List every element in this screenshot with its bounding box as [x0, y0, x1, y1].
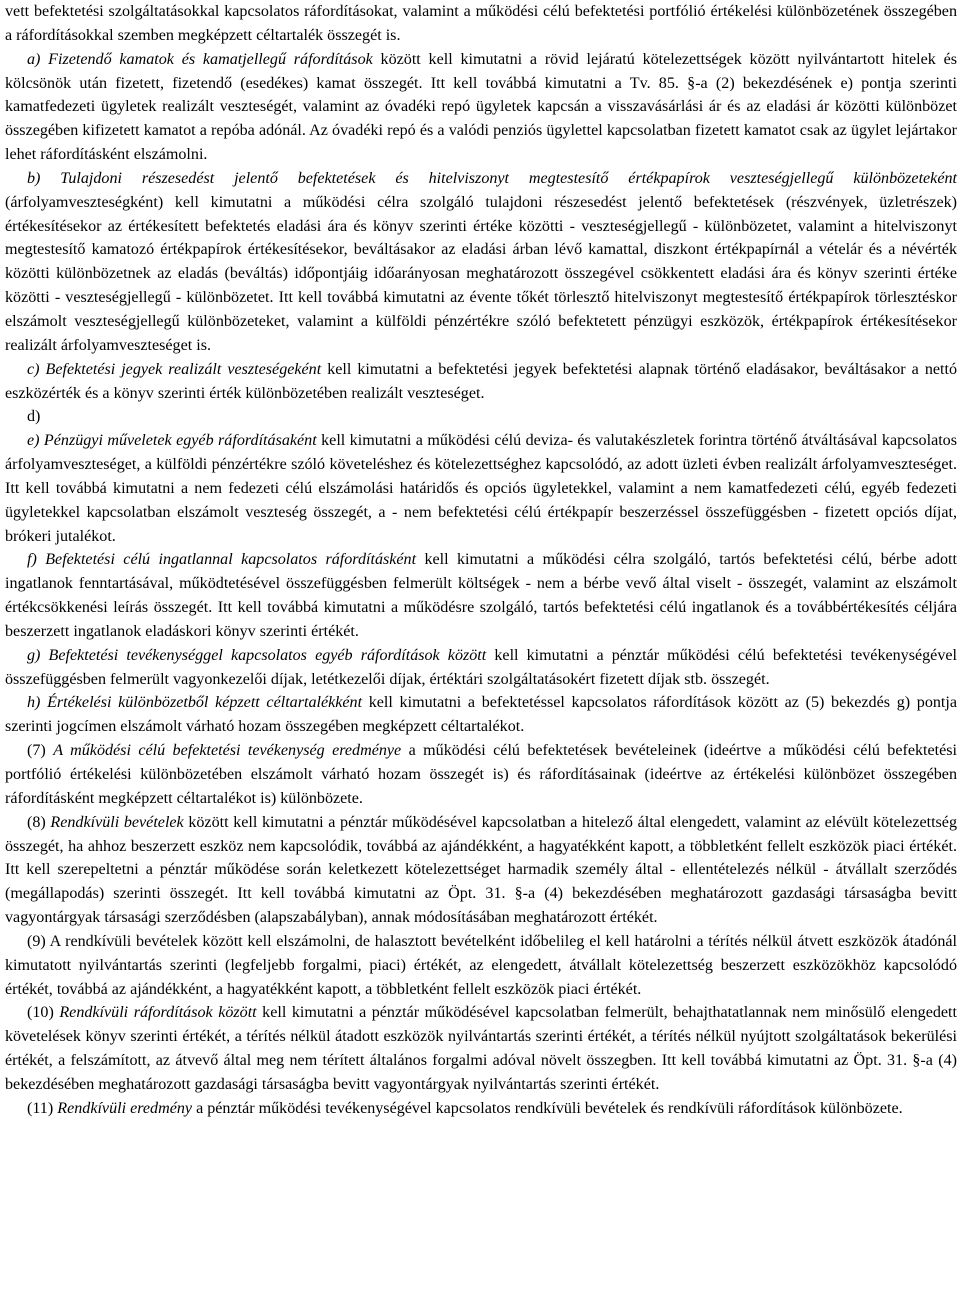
paragraph [5, 691, 957, 739]
italic-term: g) Befektetési tevékenységgel kapcsolatos egyéb ráfordítások között [27, 646, 487, 664]
italic-term: a) Fizetendő kamatok és kamatjellegű ráfordítások [27, 50, 373, 68]
paragraph-text: kell kimutatni a pénztár működésével kapcsolatban felmerült, behajthatatlannak nem minősülő elengedett követelések könyv szerinti értékét, a térítés nélkül átadott eszközök nyilvántartás szerinti értékét, a térítés nélkül nyújtott szolgáltatások bekerülési értékét, a felszámított, az átvevő által meg nem térített általános forgalmi adóval növelt összegben. Itt kell továbbá kimutatni az Öpt. 31. §-a (4) bekezdésében meghatározott gazdasági társaságba bevitt vagyontárgyak nyilvántartás szerinti értékét. [5, 1004, 957, 1093]
paragraph [5, 405, 957, 429]
italic-term: e) Pénzügyi műveletek egyéb ráfordításaként [27, 432, 317, 450]
paragraph [5, 930, 957, 1002]
paragraph-text: kell kimutatni a működési célú deviza- és valutakészletek forintra történő átváltásával kapcsolatos árfolyamveszteséget, a külföldi pénzértékre szóló követeléshez és kötelezettséghez kapcsolódó, az adott üzleti évben realizált árfolyamveszteséget. Itt kell továbbá kimutatni a nem fedezeti célú elszámolási határidős és opciós ügyletekkel, valamint a nem kamatfedezeti célú, egyéb fedezeti ügyletekkel kapcsolatban elszámolt veszteség összegét, a - nem befektetési célú értékpapír beszerzéssel összefüggésben - fizetett opciós díjat, brókeri jutalékot. [5, 432, 957, 545]
paragraph [5, 1097, 957, 1121]
paragraph [5, 811, 957, 930]
italic-term: h) Értékelési különbözetből képzett céltartalékként [27, 694, 363, 712]
italic-term: b) Tulajdoni részesedést jelentő befektetések és hitelviszonyt megtestesítő értékpapírok veszteségjellegű különbözeteként [27, 169, 957, 187]
paragraph [5, 358, 957, 406]
paragraph-text: d) [27, 408, 41, 426]
paragraph-text: kell kimutatni a működési célra szolgáló, tartós befektetési célú, bérbe adott ingatlanok fenntartásával, működtetésével összefüggésben felmerült költségek - nem a bérbe vevő által viselt - összegét, valamint az elszámolt értékcsökkenési leírás összegét. Itt kell továbbá kimutatni a működésre szolgáló, tartós befektetési célú ingatlanok és a továbbértékesítés céljára beszerzett ingatlanok eladáskori könyv szerinti értékét. [5, 551, 958, 640]
paragraph-text: (7) [27, 742, 54, 760]
paragraph [5, 167, 957, 358]
paragraph-text: (9) A rendkívüli bevételek között kell elszámolni, de halasztott bevételként időbelileg el kell határolni a térítés nélkül átvett eszközök átadónál kimutatott nyilvántartás szerinti (legfeljebb forgalmi, piaci) értékét, az elengedett, átvállalt kötelezettség beszerzett eszközökhöz kapcsolódó értékét, továbbá az ajándékként, a hagyatékként kapott, a többletként fellelt eszközök piaci értékét. [5, 932, 957, 998]
italic-term: A működési célú befektetési tevékenység eredménye [53, 742, 402, 760]
italic-term: Rendkívüli ráfordítások között [59, 1004, 257, 1022]
paragraph-text: kell kimutatni a befektetési jegyek befektetési alapnak történő eladásakor, beváltásakor a nettó eszközérték és a könyv szerinti érték különbözetében realizált veszteséget. [5, 360, 958, 402]
paragraph-text: között kell kimutatni a pénztár működésével kapcsolatban a hitelező által elengedett, valamint az elévült kötelezettség összegét, ha ahhoz beszerzett eszköz nem kapcsolódik, továbbá az ajándékként, a hagyatékként kapott, a többletként fellelt eszközök piaci értékét. Itt kell szerepeltetni a pénztár működése során keletkezett kötelezettséget harmadik személy által - ellentételezés nélkül - átvállalt szerződés (megállapodás) szerinti összegét. Itt kell továbbá kimutatni az Öpt. 31. §-a (4) bekezdésében meghatározott gazdasági társaságba bevitt vagyontárgyak társasági szerződésben (alapszabályban), annak módosításában meghatározott értékét. [5, 813, 957, 927]
paragraph [5, 48, 957, 167]
italic-term: c) Befektetési jegyek realizált veszteségeként [27, 360, 322, 378]
paragraph-text: (árfolyamveszteségként) kell kimutatni a működési célra szolgáló tulajdoni részesedést jelentő befektetések (részvények, üzletrészek) értékesítésekor az értékesített befektetés eladási ára és könyv szerinti értéke közötti - veszteségjellegű - különbözetet, valamint a hitelviszonyt megtestesítő kamatozó értékpapírok értékesítésekor, beváltásakor az eladási árban lévő kamattal, diszkont értékpapírnál a vételár és a névérték közötti különbözetnek az eladás (beváltás) időpontjáig időarányosan meghatározott összegével csökkentett eladási ára és könyv szerinti értéke közötti - veszteségjellegű - különbözetet. Itt kell továbbá kimutatni az évente tőkét törlesztő hitelviszonyt megtestesítő értékpapírok törlesztéskor elszámolt veszteségjellegű különbözeteket, valamint a külföldi pénzértékre szóló befektetett pénzügyi eszközök, értékpapírok értékesítésekor realizált árfolyamveszteséget is. [5, 193, 957, 354]
paragraph [5, 0, 957, 48]
paragraph-text: vett befektetési szolgáltatásokkal kapcsolatos ráfordításokat, valamint a működési célú befektetési portfólió értékelési különbözetének összegében a ráfordításokkal szemben megképzett céltartalék összegét is. [5, 3, 957, 44]
paragraph-text: kell kimutatni a befektetéssel kapcsolatos ráfordítások között az (5) bekezdés g) pontja szerinti jogcímen elszámolt várható hozam összegében megképzett céltartalékot. [5, 694, 957, 736]
paragraph-text: (11) [27, 1099, 58, 1117]
paragraph-text: között kell kimutatni a rövid lejáratú kötelezettségek között nyilvántartott hitelek és kölcsönök után fizetett, fizetendő (esedékes) kamat összegét. Itt kell továbbá kimutatni a Tv. 85. §-a (2) bekezdésének e) pontja szerinti kamatfedezeti ügyletek realizált veszteségét, valamint az óvadéki repó ügyletek kapcsán a visszavásárlási ár és az eladási ár közötti különbözet összegében kifizetett kamatot a repóba adónál. Az óvadéki repó és a valódi penziós ügylettel kapcsolatban fizetett kamatot csak az ügylet lejártakor lehet ráfordításként elszámolni. [5, 50, 957, 164]
paragraph [5, 739, 957, 811]
paragraph-text: a pénztár működési tevékenységével kapcsolatos rendkívüli bevételek és rendkívüli ráfordítások különbözete. [192, 1099, 903, 1117]
italic-term: Rendkívüli bevételek [50, 813, 184, 831]
italic-term: Rendkívüli eredmény [57, 1099, 193, 1117]
paragraph [5, 548, 957, 643]
paragraph-text: (10) [27, 1004, 60, 1022]
paragraph [5, 429, 957, 548]
paragraph-text: kell kimutatni a pénztár működési célú befektetési tevékenységével összefüggésben felmerült vagyonkezelői díjak, letétkezelői díjak, értéktári szolgáltatásokért fizetett díjak stb. összegét. [5, 646, 957, 688]
italic-term: f) Befektetési célú ingatlannal kapcsolatos ráfordításként [27, 551, 417, 569]
paragraph-text: a működési célú befektetések bevételeinek (ideértve a működési célú befektetési portfólió értékelési különbözetében elszámolt várható hozam összegét is) és ráfordításainak (ideértve az értékelési különbözet összegében ráfordításként megképzett céltartalékot is) különbözete. [5, 742, 957, 807]
paragraph [5, 1001, 957, 1096]
paragraph [5, 644, 957, 692]
paragraph-text: (8) [27, 813, 51, 831]
